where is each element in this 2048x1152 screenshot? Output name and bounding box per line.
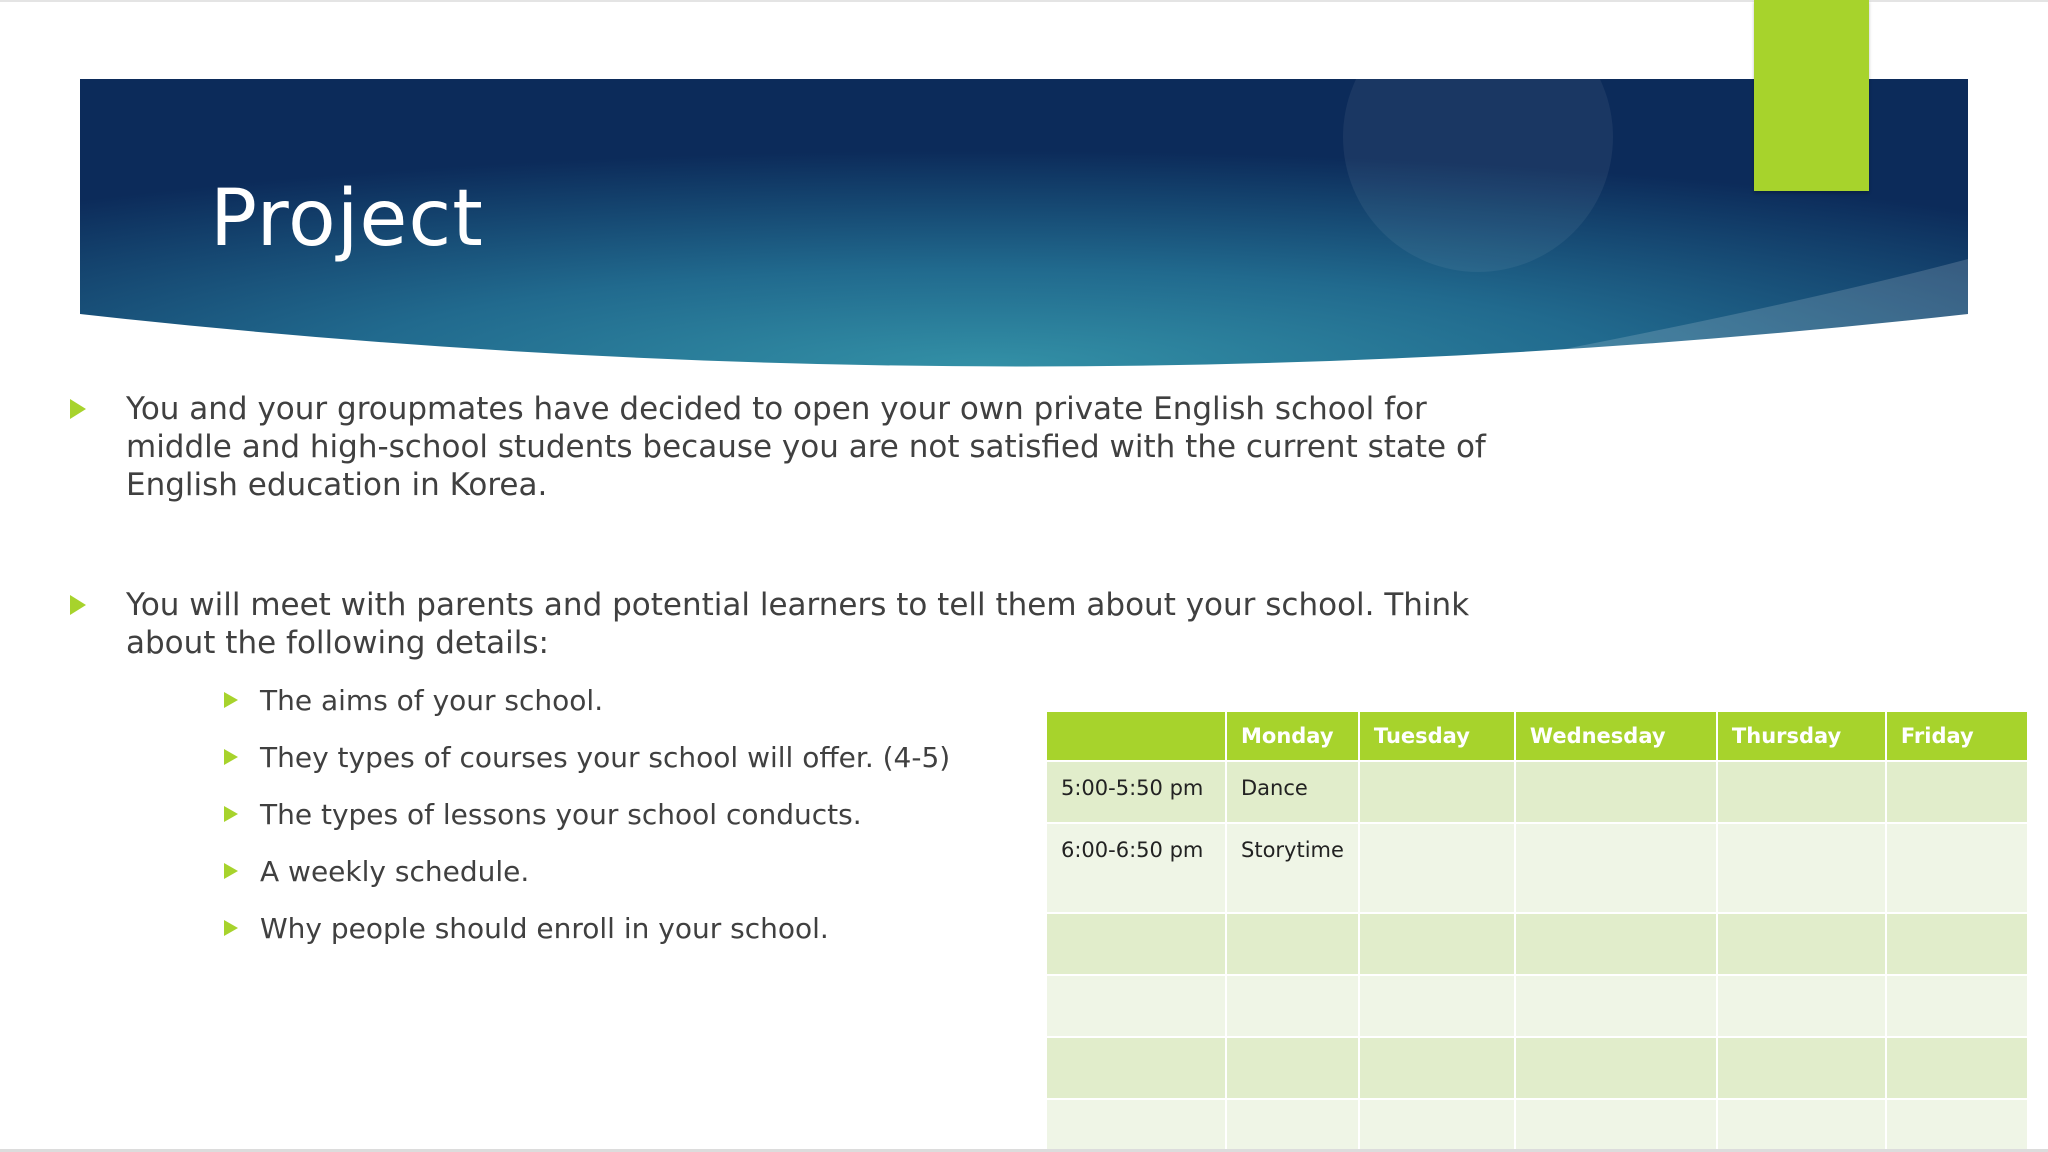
table-row [1046,1037,2028,1099]
table-cell [1515,1099,1717,1151]
table-cell [1359,823,1515,913]
sub-bullet-arrow-icon [224,692,238,708]
sub-bullet-arrow-icon [224,749,238,765]
table-cell [1886,975,2028,1037]
header-cell-friday: Friday [1886,711,2028,761]
table-cell [1046,1037,1226,1099]
weekly-schedule-table [1045,710,2029,1152]
sub-bullet-text: Why people should enroll in your school. [260,912,829,945]
table-cell [1515,761,1717,823]
sub-bullet-text: A weekly schedule. [260,855,530,888]
table-cell [1886,823,2028,913]
table-cell: Storytime [1226,823,1359,913]
table-row [1046,823,2028,913]
table-cell [1717,913,1886,975]
header-cell [1046,711,1226,761]
table-header-row [1046,711,2028,761]
table-cell [1226,1037,1359,1099]
slide-title: Project [210,174,484,264]
bullet-text: You will meet with parents and potential learners to tell them about your school. Think about the following details: [126,587,1470,661]
table-cell [1515,975,1717,1037]
header-cell-tuesday: Tuesday [1359,711,1515,761]
table-cell [1046,975,1226,1037]
bullet-arrow-icon [70,595,86,615]
table-cell [1717,1099,1886,1151]
table-cell [1717,761,1886,823]
table-cell [1886,761,2028,823]
table-cell [1515,1037,1717,1099]
sub-bullet-text: The aims of your school. [260,684,604,717]
sub-bullet-text: They types of courses your school will offer. (4-5) [260,741,951,774]
top-divider [0,0,2048,2]
table-cell [1717,975,1886,1037]
table-cell [1359,1037,1515,1099]
sub-bullet-text: The types of lessons your school conducts. [260,798,862,831]
table-cell: 5:00-5:50 pm [1046,761,1226,823]
table-row [1046,913,2028,975]
table-cell: 6:00-6:50 pm [1046,823,1226,913]
table-cell [1359,1099,1515,1151]
table-cell: Dance [1226,761,1359,823]
table-cell [1226,1099,1359,1151]
table-row [1046,975,2028,1037]
table-cell [1226,975,1359,1037]
table-cell [1046,913,1226,975]
table-cell [1717,1037,1886,1099]
table-cell [1886,1099,2028,1151]
accent-tab [1754,0,1869,191]
table-cell [1886,1037,2028,1099]
header-cell-monday: Monday [1226,711,1359,761]
table-cell [1359,761,1515,823]
table-cell [1359,975,1515,1037]
table-cell [1515,823,1717,913]
header-cell-thursday: Thursday [1717,711,1886,761]
table-cell [1717,823,1886,913]
table-cell [1046,1099,1226,1151]
table-cell [1359,913,1515,975]
bullet-text: You and your groupmates have decided to open your own private English school for middle and high-school students because you are not satisfied with the current state of English education in Korea. [126,391,1486,503]
header-cell-wednesday: Wednesday [1515,711,1717,761]
sub-bullet-arrow-icon [224,806,238,822]
sub-bullet-arrow-icon [224,863,238,879]
bullet-arrow-icon [70,399,86,419]
table-cell [1886,913,2028,975]
table-cell [1515,913,1717,975]
table-row [1046,1099,2028,1151]
table-cell [1226,913,1359,975]
table-row [1046,761,2028,823]
sub-bullet-arrow-icon [224,920,238,936]
